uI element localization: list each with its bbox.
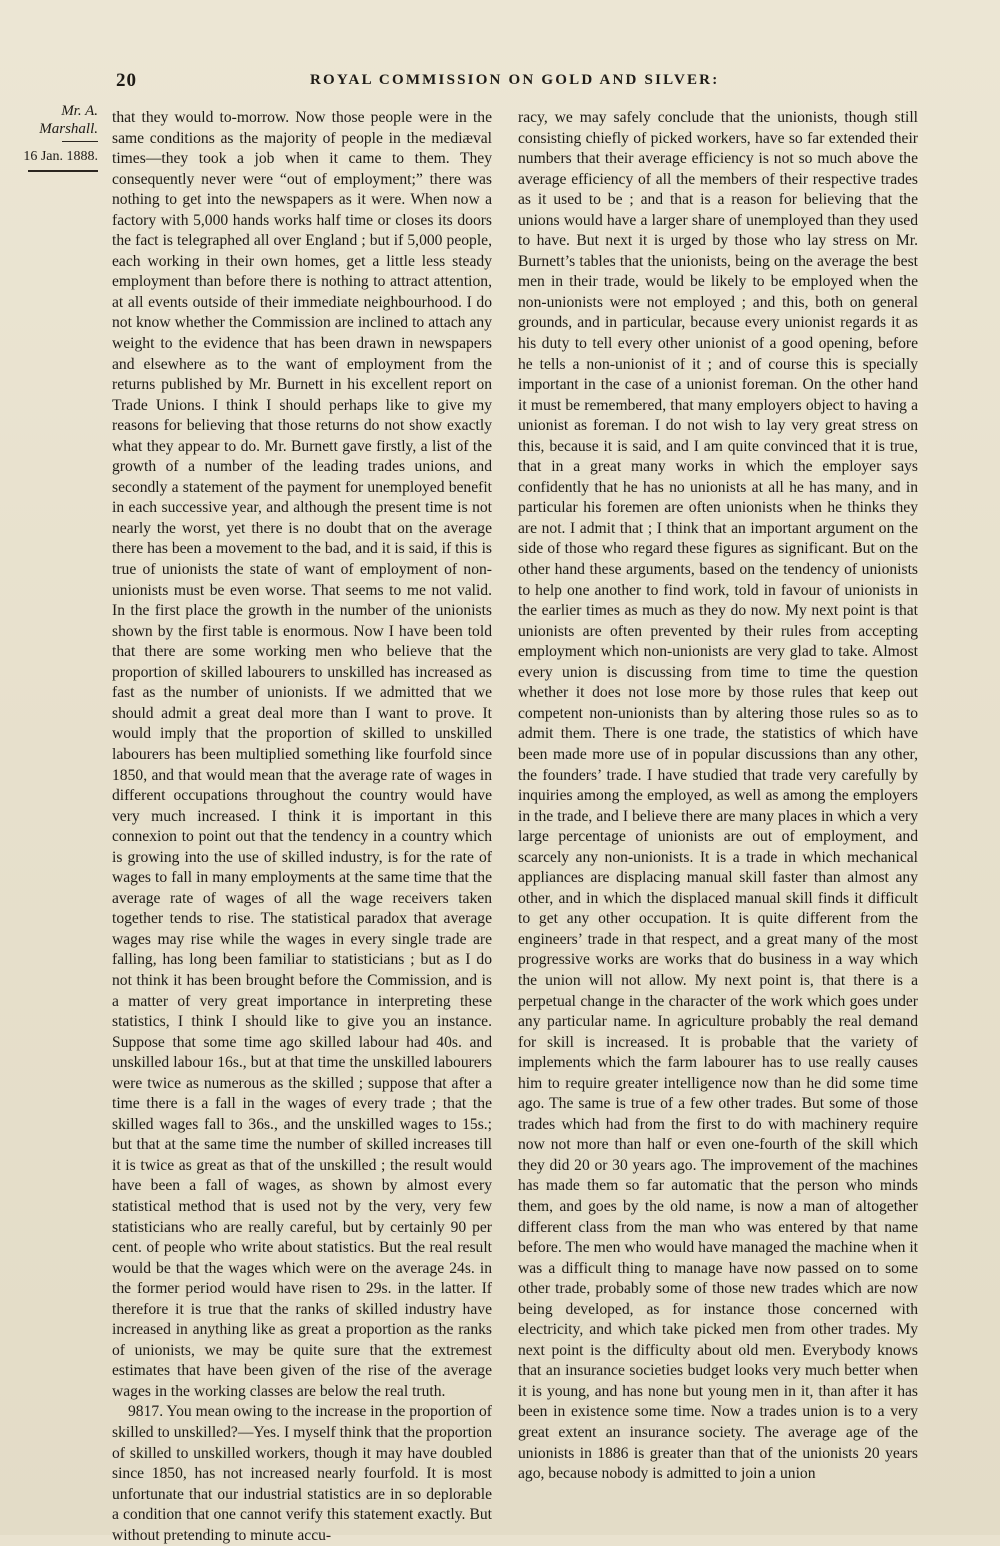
running-title: ROYAL COMMISSION ON GOLD AND SILVER: <box>310 72 720 88</box>
page-number: 20 <box>116 70 137 91</box>
left-column <box>112 108 492 1546</box>
sidenote-rule-double <box>28 170 98 172</box>
sidenote-date: 16 Jan. 1888. <box>23 149 98 164</box>
left-paragraph-1: that they would to-morrow. Now those people were in the same conditions as the majority of people in the mediæval times—they took a job when it came to them. They consequently never were “out of employment;” there was nothing to get into the newspapers as it were. When now a factory with 5,000 hands works half time or closes its doors the fact is telegraphed all over England ; but if 5,000 people, each working in their own homes, get a little less steady employment than before there is nothing to attract attention, at all events outside of their immediate neighbourhood. I do not know whether the Commission are inclined to attach any weight to the evidence that has been drawn in newspapers and elsewhere as to the want of employment from the returns published by Mr. Burnett in his excellent report on Trade Unions. I think I should perhaps like to give my reasons for believing that those returns do not show exactly what they appear to do. Mr. Burnett gave firstly, a list of the growth of a number of the leading trades unions, and secondly a statement of the payment for unemployed benefit in each successive year, and although the present time is not nearly the worst, yet there is no doubt that on the average there has been a movement to the bad, and it is said, if this is true of unionists the state of want of employment of non-unionists must be even worse. That seems to me not valid. In the first place the growth in the number of the unionists shown by the first table is enormous. Now I have been told that there are some working men who believe that the proportion of skilled labourers to unskilled has increased as fast as the number of unionists. If we admitted that we should admit a great deal more than I want to prove. It would imply that the proportion of skilled to unskilled labourers has been multiplied something like fourfold since 1850, and that would mean that the average rate of wages in different occupations throughout the country would have very much increased. I think it is important in this connexion to point out that the tendency in a country which is growing into the use of skilled industry, is for the rate of wages to fall in many employments at the same time that the average rate of wages of all the wage receivers taken together tends to rise. The statistical paradox that average wages may rise while the wages in every single trade are falling, has long been familiar to statisticians ; but as I do not think it has been brought before the Commission, and is a matter of very great importance in interpreting these statistics, I think I should like to give you an instance. Suppose that some time ago skilled labour had 40s. and unskilled labour 16s., but at that time the unskilled labourers were twice as numerous as the skilled ; suppose that after a time there is a fall in the wages of every trade ; that the skilled wages fall to 36s., and the unskilled wages to 15s.; but that at the same time the number of skilled increases till it is twice as great as that of the unskilled ; the result would have been a fall of wages, as shown by almost every statistical method that is used not by the very, very few statisticians who are really careful, but by certainly 90 per cent. of people who write about statistics. But the real result would be that the wages which were on the average 24s. in the former period would have risen to 29s. in the latter. If therefore it is true that the ranks of skilled industry have increased in anything like as great a proportion as the ranks of unionists, we may be quite sure that the extremest estimates that have been given of the rise of the average wages in the working classes are below the real truth. <box>112 109 492 1400</box>
witness-name: Mr. A. Marshall. <box>39 103 98 137</box>
right-column <box>518 108 918 1485</box>
sidenote-rule <box>62 141 98 142</box>
page-header <box>0 70 1000 100</box>
right-paragraph-1: racy, we may safely conclude that the unionists, though still consisting chiefly of picked workers, have so far extended their numbers that their average efficiency is not so much above the average efficiency of all the members of their respective trades as it used to be ; and that is a reason for believing that the unions would have a larger share of unemployed than they used to have. But next it is urged by those who lay stress on Mr. Burnett’s tables that the unionists, being on the average the best men in their trade, would be likely to be employed when the non-unionists were not employed ; and this, both on general grounds, and in particular, because every unionist regards it as his duty to tell every other unionist of a good opening, before he tells a non-unionist of it ; and of course this is specially important in the case of a unionist foreman. On the other hand it must be remembered, that many employers object to having a unionist as foreman. I do not wish to lay very great stress on this, because it is said, and I am quite convinced that it is true, that in a great many works in which the employer says confidently that he has no unionists at all he has many, and in particular his foremen are often unionists when he thinks they are not. I admit that ; I think that an important argument on the side of those who regard these figures as significant. But on the other hand these arguments, based on the tendency of unionists to help one another to find work, told in favour of unionists in the earlier times as much as they do now. My next point is that unionists are often prevented by their rules from accepting employment which non-unionists are very glad to take. Almost every union is discussing from time to time the question whether it does not lose more by those rules that keep out competent non-unionists than by altering those rules so as to admit them. There is one trade, the statistics of which have been made more use of in popular discussions than any other, the founders’ trade. I have studied that trade very carefully by inquiries among the employed, as well as among the employers in the trade, and I believe there are many places in which a very large percentage of unionists are out of employment, and scarcely any non-unionists. It is a trade in which mechanical appliances are displacing manual skill faster than almost any other, and in which the displaced manual skill finds it difficult to get any other occupation. It is quite different from the engineers’ trade in that respect, and a great many of the most progressive works are works that do business in a way which the union will not allow. My next point is, that there is a perpetual change in the character of the work which goes under any particular name. In agriculture probably the real demand for skill is increased. It is probable that the variety of implements which the farm labourer has to use really causes him to require greater intelligence now than he did some time ago. The same is true of a few other trades. But some of those trades which had from the first to do with machinery require now not more than half or even one-fourth of the skill which they did 20 or 30 years ago. The improvement of the machines has made them so far automatic that the person who minds them, and goes by the old name, is now a man of altogether different class from the man who was entered by that name before. The men who would have managed the machine when it was a difficult thing to manage have now passed on to some other trade, probably some of those new trades which are now being developed, as for instance those concerned with electricity, and which take picked men from other trades. My next point is the difficulty about old men. Everybody knows that an insurance societies budget looks very much better when it is young, and has none but young men in it, than after it has been in existence some time. Now a trades union is to a very great extent an insurance society. The average age of the unionists in 1886 is greater than that of the unionists 20 years ago, because nobody is admitted to join a union <box>518 109 918 1483</box>
margin-sidenote <box>18 102 98 172</box>
left-paragraph-2: 9817. You mean owing to the increase in the proportion of skilled to unskilled?—Yes. I myself think that the proportion of skilled to unskilled workers, though it may have doubled since 1850, has not increased nearly fourfold. It is most unfortunate that our industrial statistics are in so deplorable a condition that one cannot verify this statement exactly. But without pretending to minute accu- <box>112 1403 492 1544</box>
